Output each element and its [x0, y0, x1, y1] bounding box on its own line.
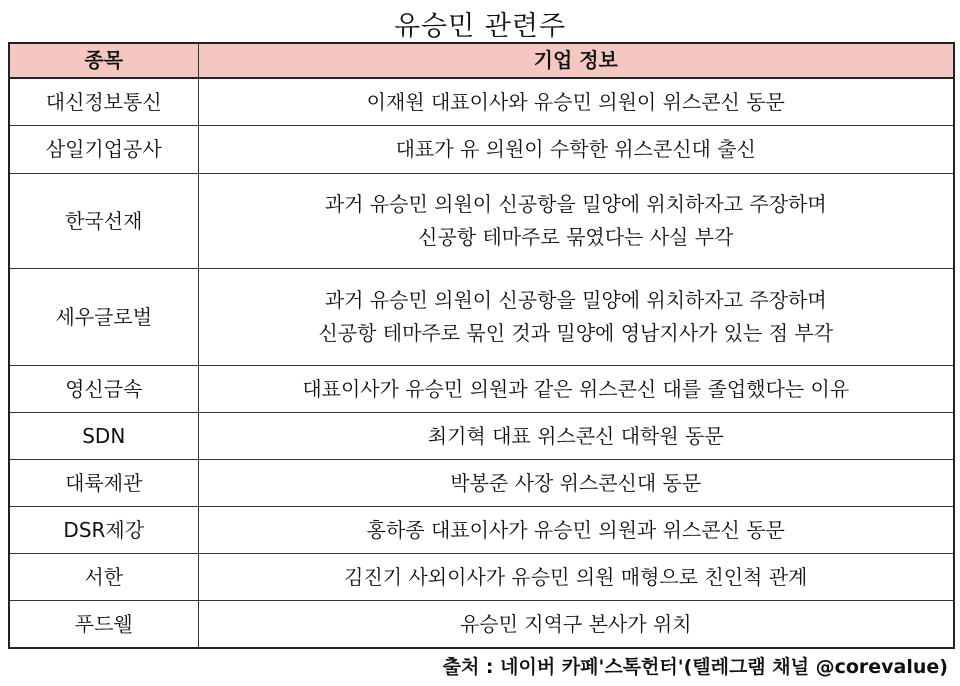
info-line: 신공항 테마주로 묶였다는 사실 부각 — [418, 225, 734, 249]
stock-name: 푸드웰 — [9, 601, 198, 649]
info-line: 박봉준 사장 위스콘신대 동문 — [450, 470, 702, 495]
table-row — [9, 78, 954, 126]
table-row — [9, 174, 954, 269]
company-info — [198, 507, 954, 554]
info-line: 홍하종 대표이사가 유승민 의원과 위스콘신 동문 — [366, 517, 785, 542]
table-row — [9, 554, 954, 601]
company-info — [198, 554, 954, 601]
page-title: 유승민 관련주 — [393, 11, 567, 42]
table-row — [9, 507, 954, 554]
stock-name: 한국선재 — [9, 174, 198, 269]
info-line: 유승민 지역구 본사가 위치 — [459, 611, 692, 636]
table-header-row — [9, 43, 954, 78]
table-row — [9, 366, 954, 413]
info-line: 과거 유승민 의원이 신공항을 밀양에 위치하자고 주장하며 — [324, 288, 827, 312]
company-info — [198, 601, 954, 649]
table-row — [9, 126, 954, 174]
stock-name: 서한 — [9, 554, 198, 601]
company-info — [198, 269, 954, 366]
table-row — [9, 413, 954, 460]
info-line: 김진기 사외이사가 유승민 의원 매형으로 친인척 관계 — [344, 564, 808, 589]
company-info — [198, 78, 954, 126]
related-stocks-table — [8, 42, 955, 649]
table-row — [9, 269, 954, 366]
header-stock: 종목 — [9, 43, 198, 78]
company-info — [198, 413, 954, 460]
stock-name: 삼일기업공사 — [9, 126, 198, 174]
header-company-info: 기업 정보 — [198, 43, 954, 78]
company-info — [198, 366, 954, 413]
stock-name: DSR제강 — [9, 507, 198, 554]
info-line: 최기혁 대표 위스콘신 대학원 동문 — [427, 423, 724, 448]
info-line: 이재원 대표이사와 유승민 의원이 위스콘신 동문 — [366, 89, 785, 114]
info-line: 대표가 유 의원이 수학한 위스콘신대 출신 — [395, 137, 756, 161]
source-credit: 출처 : 네이버 카페'스톡헌터'(텔레그램 채널 @corevalue) — [442, 656, 948, 678]
stock-name: 대륙제관 — [9, 460, 198, 507]
company-info — [198, 460, 954, 507]
stock-name: 대신정보통신 — [9, 78, 198, 126]
company-info — [198, 126, 954, 174]
stock-name: SDN — [9, 413, 198, 460]
stock-name: 영신금속 — [9, 366, 198, 413]
info-line: 대표이사가 유승민 의원과 같은 위스콘신 대를 졸업했다는 이유 — [302, 376, 850, 401]
stock-name: 세우글로벌 — [9, 269, 198, 366]
table-row — [9, 460, 954, 507]
table-row — [9, 601, 954, 649]
info-line: 과거 유승민 의원이 신공항을 밀양에 위치하자고 주장하며 — [324, 192, 827, 216]
company-info — [198, 174, 954, 269]
info-line: 신공항 테마주로 묶인 것과 밀양에 영남지사가 있는 점 부각 — [318, 321, 834, 345]
